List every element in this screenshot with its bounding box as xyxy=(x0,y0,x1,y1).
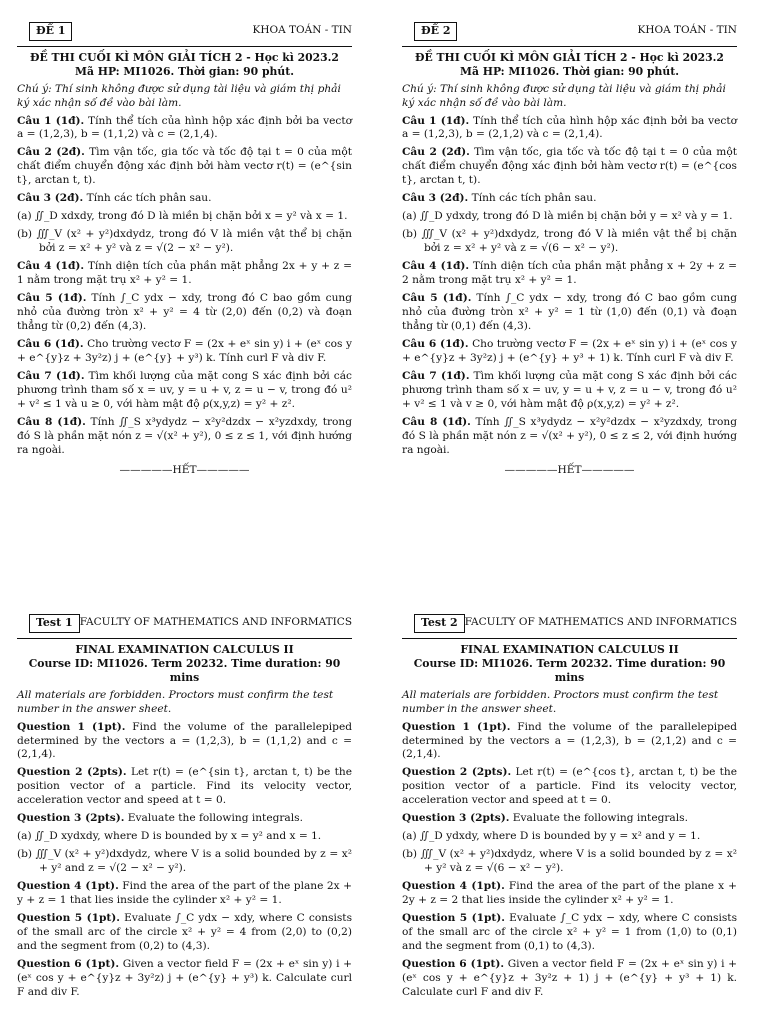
question-3b xyxy=(402,848,737,876)
question-text: ∬_D xydxdy, where D is bounded by x = y² and x = 1. xyxy=(34,830,322,843)
question-label: Question 4 (1pt). xyxy=(402,880,505,893)
question-2 xyxy=(402,766,737,808)
question-2 xyxy=(17,146,352,188)
header-rule xyxy=(402,638,737,639)
exam-header xyxy=(402,22,737,41)
question-text: Tính các tích phân sau. xyxy=(471,192,597,205)
question-text: Tính diện tích của phần mặt phẳng x + 2y + z = 2 nằm trong mặt trụ x² + y² = 1. xyxy=(402,260,737,287)
exam-header xyxy=(17,22,352,41)
exam-title: ĐỀ THI CUỐI KÌ MÔN GIẢI TÍCH 2 - Học kì 2023.2 xyxy=(30,50,339,64)
question-5 xyxy=(17,292,352,334)
question-label: Câu 4 (1đ). xyxy=(402,260,470,273)
question-label: Câu 8 (1đ). xyxy=(402,415,471,428)
question-text: Tính thể tích của hình hộp xác định bởi ba vectơ a = (1,2,3), b = (2,1,2) và c = (2,1,4). xyxy=(402,114,737,141)
exam-en-2 xyxy=(402,614,737,1000)
question-label: Câu 6 (1đ). xyxy=(402,338,469,351)
question-4 xyxy=(402,260,737,288)
question-6 xyxy=(402,958,737,1000)
question-4 xyxy=(17,260,352,288)
question-3a xyxy=(402,830,737,844)
question-text: Tìm vận tốc, gia tốc và tốc độ tại t = 0 của một chất điểm chuyển động xác định bởi hàm vectơ r(t) = (e^{cos t}, arctan t, t). xyxy=(402,146,737,187)
question-text: Evaluate ∫_C ydx − xdy, where C consists of the small arc of the circle x² + y² = 4 from (2,0) to (0,2) and the segment from (0,2) to (4,3). xyxy=(17,912,353,953)
subquestion-label: (a) xyxy=(17,210,32,223)
question-2 xyxy=(402,146,737,188)
exam-title: ĐỀ THI CUỐI KÌ MÔN GIẢI TÍCH 2 - Học kì 2023.2 xyxy=(415,50,724,64)
exam-note: All materials are forbidden. Proctors must confirm the test number in the answer sheet. xyxy=(17,688,334,715)
question-8 xyxy=(17,416,352,458)
question-label: Câu 1 (1đ). xyxy=(402,114,470,127)
question-7 xyxy=(402,370,737,412)
exam-note: Chú ý: Thí sinh không được sử dụng tài liệu và giám thị phải ký xác nhận số đề vào bài làm. xyxy=(402,82,726,109)
faculty-name: KHOA TOÁN - TIN xyxy=(252,24,352,37)
end-marker: —————HẾT————— xyxy=(504,463,635,476)
faculty-name: FACULTY OF MATHEMATICS AND INFORMATICS xyxy=(464,616,738,629)
exam-vn-1 xyxy=(17,22,352,478)
question-label: Question 1 (1pt). xyxy=(17,720,126,733)
exam-subtitle: Mã HP: MI1026. Thời gian: 90 phút. xyxy=(460,64,679,78)
question-text: Tính diện tích của phần mặt phẳng 2x + y + z = 1 nằm trong mặt trụ x² + y² = 1. xyxy=(17,260,352,287)
question-7 xyxy=(17,370,352,412)
subquestion-label: (b) xyxy=(17,228,33,241)
subquestion-label: (b) xyxy=(402,228,418,241)
question-3 xyxy=(402,192,737,206)
question-1 xyxy=(17,115,352,143)
question-3b xyxy=(17,848,352,876)
question-text: Let r(t) = (e^{cos t}, arctan t, t) be the position vector of a particle. Find its velocity vector, acceleration vector and speed at t = 0. xyxy=(402,766,737,807)
exam-subtitle: Course ID: MI1026. Term 20232. Time duration: 90 mins xyxy=(413,656,726,684)
question-1 xyxy=(402,115,737,143)
question-6 xyxy=(402,338,737,366)
question-label: Question 2 (2pts). xyxy=(17,766,127,779)
question-3a xyxy=(17,830,352,844)
question-5 xyxy=(17,912,352,954)
subquestion-label: (a) xyxy=(17,830,32,843)
question-text: Let r(t) = (e^{sin t}, arctan t, t) be the position vector of a particle. Find its velocity vector, acceleration vector and speed at t = 0. xyxy=(17,766,352,807)
header-rule xyxy=(17,46,352,47)
exam-title: FINAL EXAMINATION CALCULUS II xyxy=(460,642,679,656)
question-3b xyxy=(17,228,352,256)
question-5 xyxy=(402,292,737,334)
question-3 xyxy=(17,192,352,206)
exam-note: Chú ý: Thí sinh không được sử dụng tài liệu và giám thị phải ký xác nhận số đề vào bài làm. xyxy=(17,82,341,109)
subquestion-label: (b) xyxy=(17,848,33,861)
question-text: Evaluate the following integrals. xyxy=(127,812,303,825)
exam-subtitle: Course ID: MI1026. Term 20232. Time duration: 90 mins xyxy=(28,656,341,684)
question-label: Câu 5 (1đ). xyxy=(402,292,472,305)
question-text: Tính các tích phân sau. xyxy=(86,192,212,205)
question-text: Tìm vận tốc, gia tốc và tốc độ tại t = 0 của một chất điểm chuyển động xác định bởi hàm vectơ r(t) = (e^{sin t}, arctan t, t). xyxy=(17,146,352,187)
question-2 xyxy=(17,766,352,808)
question-text: Tính ∫_C ydx − xdy, trong đó C bao gồm cung nhỏ của đường tròn x² + y² = 4 từ (2,0) đến (0,2) và đoạn thẳng từ (0,2) đến (4,3). xyxy=(17,292,352,333)
question-label: Question 1 (1pt). xyxy=(402,720,511,733)
question-text: Find the volume of the parallelepiped determined by the vectors a = (1,2,3), b = (2,1,2) and c = (2,1,4). xyxy=(402,720,737,761)
question-label: Câu 8 (1đ). xyxy=(17,415,86,428)
question-1 xyxy=(402,721,737,763)
question-text: Find the volume of the parallelepiped determined by the vectors a = (1,2,3), b = (1,1,2) and c = (2,1,4). xyxy=(17,720,352,761)
question-label: Câu 1 (1đ). xyxy=(17,114,85,127)
question-text: ∭_V (x² + y²)dxdydz, where V is a solid bounded by z = x² + y² và z = √(6 − x² − y²). xyxy=(420,848,737,875)
exam-header xyxy=(17,614,352,633)
question-text: Find the area of the part of the plane 2x + y + z = 1 that lies inside the cylinder x² + y² = 1. xyxy=(17,880,353,907)
question-label: Question 5 (1pt). xyxy=(17,912,120,925)
subquestion-label: (a) xyxy=(402,210,417,223)
question-label: Câu 6 (1đ). xyxy=(17,338,84,351)
question-text: Find the area of the part of the plane x + 2y + z = 2 that lies inside the cylinder x² + y² = 1. xyxy=(402,880,738,907)
question-label: Question 6 (1pt). xyxy=(17,958,120,971)
exam-vn-2 xyxy=(402,22,737,478)
header-rule xyxy=(17,638,352,639)
question-label: Câu 3 (2đ). xyxy=(402,192,469,205)
test-badge: Test 1 xyxy=(29,614,80,633)
question-label: Question 2 (2pts). xyxy=(402,766,512,779)
question-text: ∬_D ydxdy, trong đó D là miền bị chặn bởi y = x² và y = 1. xyxy=(419,210,733,223)
question-1 xyxy=(17,721,352,763)
question-text: Tính thể tích của hình hộp xác định bởi ba vectơ a = (1,2,3), b = (1,1,2) và c = (2,1,4). xyxy=(17,114,352,141)
question-text: ∬_D ydxdy, where D is bounded by y = x² and y = 1. xyxy=(419,830,701,843)
question-label: Câu 7 (1đ). xyxy=(17,370,85,383)
question-text: Tính ∬_S x³ydydz − x²y²dzdx − x²yzdxdy, trong đó S là phần mặt nón z = √(x² + y²), 0 ≤ z ≤ 1, với định hướng ra ngoài. xyxy=(17,415,353,456)
exam-header xyxy=(402,614,737,633)
question-3a xyxy=(402,210,737,224)
question-6 xyxy=(17,958,352,1000)
test-badge: ĐỀ 1 xyxy=(29,22,72,41)
question-label: Câu 2 (2đ). xyxy=(17,146,85,159)
question-label: Câu 2 (2đ). xyxy=(402,146,470,159)
question-3 xyxy=(402,812,737,826)
exam-title: FINAL EXAMINATION CALCULUS II xyxy=(75,642,294,656)
question-label: Câu 7 (1đ). xyxy=(402,370,470,383)
question-text: Tính ∬_S x³ydydz − x²y²dzdx − x²yzdxdy, trong đó S là phần mặt nón z = √(x² + y²), 0 ≤ z ≤ 2, với định hướng ra ngoài. xyxy=(402,415,738,456)
subquestion-label: (b) xyxy=(402,848,418,861)
question-4 xyxy=(402,880,737,908)
question-8 xyxy=(402,416,737,458)
question-text: ∬_D xdxdy, trong đó D là miền bị chặn bởi x = y² và x = 1. xyxy=(34,210,348,223)
question-label: Câu 4 (1đ). xyxy=(17,260,85,273)
exam-subtitle: Mã HP: MI1026. Thời gian: 90 phút. xyxy=(75,64,294,78)
question-label: Câu 3 (2đ). xyxy=(17,192,84,205)
question-text: Evaluate ∫_C ydx − xdy, where C consists of the small arc of the circle x² + y² = 1 from (1,0) to (0,1) and the segment from (0,1) to (4,3). xyxy=(402,912,738,953)
question-text: ∭_V (x² + y²)dxdydz, trong đó V là miền vật thể bị chặn bởi z = x² + y² và z = √(6 − x² − y²). xyxy=(421,228,737,255)
question-label: Câu 5 (1đ). xyxy=(17,292,87,305)
test-badge: ĐỀ 2 xyxy=(414,22,457,41)
faculty-name: KHOA TOÁN - TIN xyxy=(637,24,737,37)
question-text: Given a vector field F = (2x + eˣ sin y) i + (eˣ cos y + e^{y}z + 3y²z) j + (e^{y} + y³) k. Calculate curl F and div F. xyxy=(17,958,353,999)
question-4 xyxy=(17,880,352,908)
question-6 xyxy=(17,338,352,366)
question-label: Question 3 (2pts). xyxy=(17,812,125,825)
exam-en-1 xyxy=(17,614,352,1000)
question-label: Question 6 (1pt). xyxy=(402,958,505,971)
question-text: Tìm khối lượng của mặt cong S xác định bởi các phương trình tham số x = uv, y = u + v, z = u − v, trong đó u² + v² ≤ 1 và v ≥ 0, với hàm mật độ ρ(x,y,z) = y² + z². xyxy=(402,370,737,410)
question-3a xyxy=(17,210,352,224)
exam-note: All materials are forbidden. Proctors must confirm the test number in the answer sheet. xyxy=(402,688,719,715)
question-text: ∭_V (x² + y²)dxdydz, trong đó V là miền vật thể bị chặn bởi z = x² + y² và z = √(2 − x² − y²). xyxy=(36,228,352,255)
question-text: Tính ∫_C ydx − xdy, trong đó C bao gồm cung nhỏ của đường tròn x² + y² = 1 từ (1,0) đến (0,1) và đoạn thẳng từ (0,1) đến (4,3). xyxy=(402,292,737,333)
question-label: Question 5 (1pt). xyxy=(402,912,505,925)
end-marker: —————HẾT————— xyxy=(119,463,250,476)
question-text: Evaluate the following integrals. xyxy=(512,812,688,825)
test-badge: Test 2 xyxy=(414,614,465,633)
question-text: Cho trường vectơ F = (2x + eˣ sin y) i + (eˣ cos y + e^{y}z + 3y²z) j + (e^{y} + y³) k. Tính curl F và div F. xyxy=(17,338,352,365)
question-text: Tìm khối lượng của mặt cong S xác định bởi các phương trình tham số x = uv, y = u + v, z = u − v, trong đó u² + v² ≤ 1 và u ≥ 0, với hàm mật độ ρ(x,y,z) = y² + z². xyxy=(17,370,352,410)
faculty-name: FACULTY OF MATHEMATICS AND INFORMATICS xyxy=(79,616,353,629)
question-text: Cho trường vectơ F = (2x + eˣ sin y) i + (eˣ cos y + e^{y}z + 3y²z) j + (e^{y} + y³ + 1) k. Tính curl F và div F. xyxy=(402,338,737,365)
subquestion-label: (a) xyxy=(402,830,417,843)
question-label: Question 4 (1pt). xyxy=(17,880,119,893)
question-3b xyxy=(402,228,737,256)
header-rule xyxy=(402,46,737,47)
question-label: Question 3 (2pts). xyxy=(402,812,510,825)
question-5 xyxy=(402,912,737,954)
question-3 xyxy=(17,812,352,826)
question-text: ∭_V (x² + y²)dxdydz, where V is a solid bounded by z = x² + y² and z = √(2 − x² − y²). xyxy=(35,848,352,875)
question-text: Given a vector field F = (2x + eˣ sin y) i + (eˣ cos y + e^{y}z + 3y²z + 1) j + (e^{y} + y³ + 1) k. Calculate curl F and div F. xyxy=(402,958,738,999)
